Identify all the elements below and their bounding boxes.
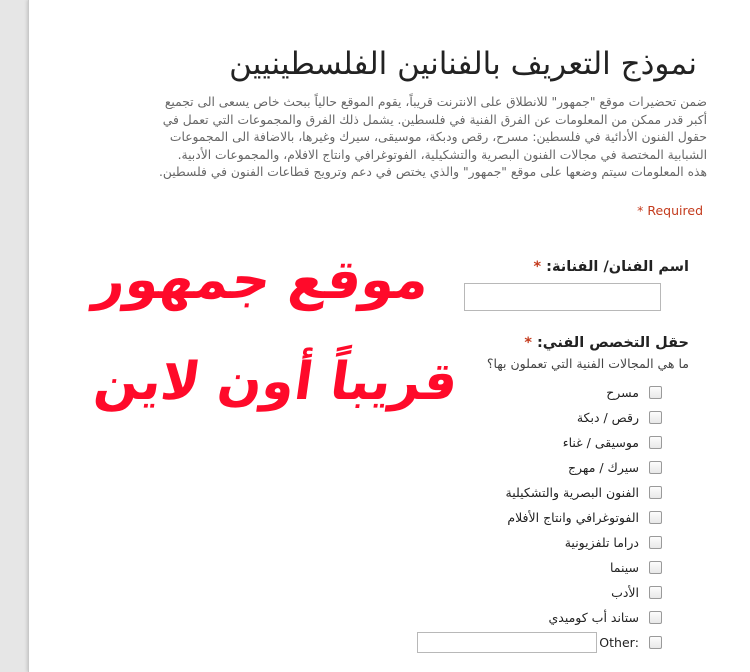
specialization-help: ما هي المجالات الفنية التي تعملون بها؟: [486, 356, 689, 371]
specialization-label: [524, 335, 689, 351]
option-standup[interactable]: [362, 605, 662, 630]
checkbox[interactable]: [649, 436, 662, 449]
description-line: هذه المعلومات سيتم وضعها على موقع "جمهور" والذي يختص في دعم وترويج قطاعات الفنون في فلسطين.: [158, 165, 707, 180]
option-music[interactable]: [362, 430, 662, 455]
other-label: :Other: [599, 635, 639, 650]
checkbox[interactable]: [649, 486, 662, 499]
option-cinema[interactable]: [362, 555, 662, 580]
option-literature[interactable]: [362, 580, 662, 605]
form-page: [28, 0, 750, 672]
checkbox[interactable]: [649, 511, 662, 524]
option-label: الأدب: [611, 585, 639, 600]
option-label: دراما تلفزيونية: [564, 535, 639, 550]
checkbox[interactable]: [649, 586, 662, 599]
option-other[interactable]: [362, 630, 662, 655]
option-visual-arts[interactable]: [362, 480, 662, 505]
option-circus[interactable]: [362, 455, 662, 480]
artist-name-input[interactable]: [464, 283, 661, 311]
form-description: [67, 94, 707, 182]
artist-name-label: [534, 259, 690, 275]
required-note: * Required: [637, 203, 703, 218]
option-label: الفنون البصرية والتشكيلية: [505, 485, 639, 500]
option-label: ستاند أب كوميدي: [548, 610, 639, 625]
promo-line-1: موقع جمهور: [90, 248, 434, 311]
required-star: *: [533, 259, 542, 275]
checkbox[interactable]: [649, 611, 662, 624]
option-label: مسرح: [606, 385, 639, 400]
option-tv-drama[interactable]: [362, 530, 662, 555]
specialization-options: [362, 380, 662, 655]
checkbox[interactable]: [649, 411, 662, 424]
description-line: أكبر قدر ممكن من المعلومات عن الفرق الفنية في فلسطين. يشمل ذلك الفرق والمجموعات التي تعمل في: [162, 112, 707, 127]
option-label: سيرك / مهرج: [567, 460, 639, 475]
checkbox[interactable]: [649, 561, 662, 574]
option-photography-film[interactable]: [362, 505, 662, 530]
required-star: *: [524, 335, 532, 351]
option-label: الفوتوغرافي وانتاج الأفلام: [507, 510, 639, 525]
promo-line-2: قريباً أون لاين: [90, 352, 462, 412]
option-label: سينما: [609, 560, 639, 575]
checkbox[interactable]: [649, 636, 662, 649]
description-line: الشبابية المختصة في مجالات الفنون البصرية والتشكيلية، الفوتوغرافي وانتاج الافلام، والمجموعات الأدبية.: [177, 147, 707, 162]
description-line: حقول الفنون الأدائية في فلسطين: مسرح، رقص ودبكة، موسيقى، سيرك وغيرها، بالاضافة الى المجموعات: [169, 130, 707, 145]
checkbox[interactable]: [649, 461, 662, 474]
option-label: موسيقى / غناء: [562, 435, 639, 450]
artist-name-label-text: اسم الفنان/ الفنانة:: [546, 259, 689, 275]
specialization-label-text: حقل التخصص الفني:: [536, 335, 689, 351]
option-label: رقص / دبكة: [576, 410, 639, 425]
description-line: ضمن تحضيرات موقع "جمهور" للانطلاق على الانترنت قريباً، يقوم الموقع حالياً ببحث خاص يسعى الى تجميع: [164, 95, 707, 109]
other-input[interactable]: [417, 632, 597, 653]
page-title: نموذج التعريف بالفنانين الفلسطينيين: [229, 46, 697, 82]
checkbox[interactable]: [649, 386, 662, 399]
checkbox[interactable]: [649, 536, 662, 549]
